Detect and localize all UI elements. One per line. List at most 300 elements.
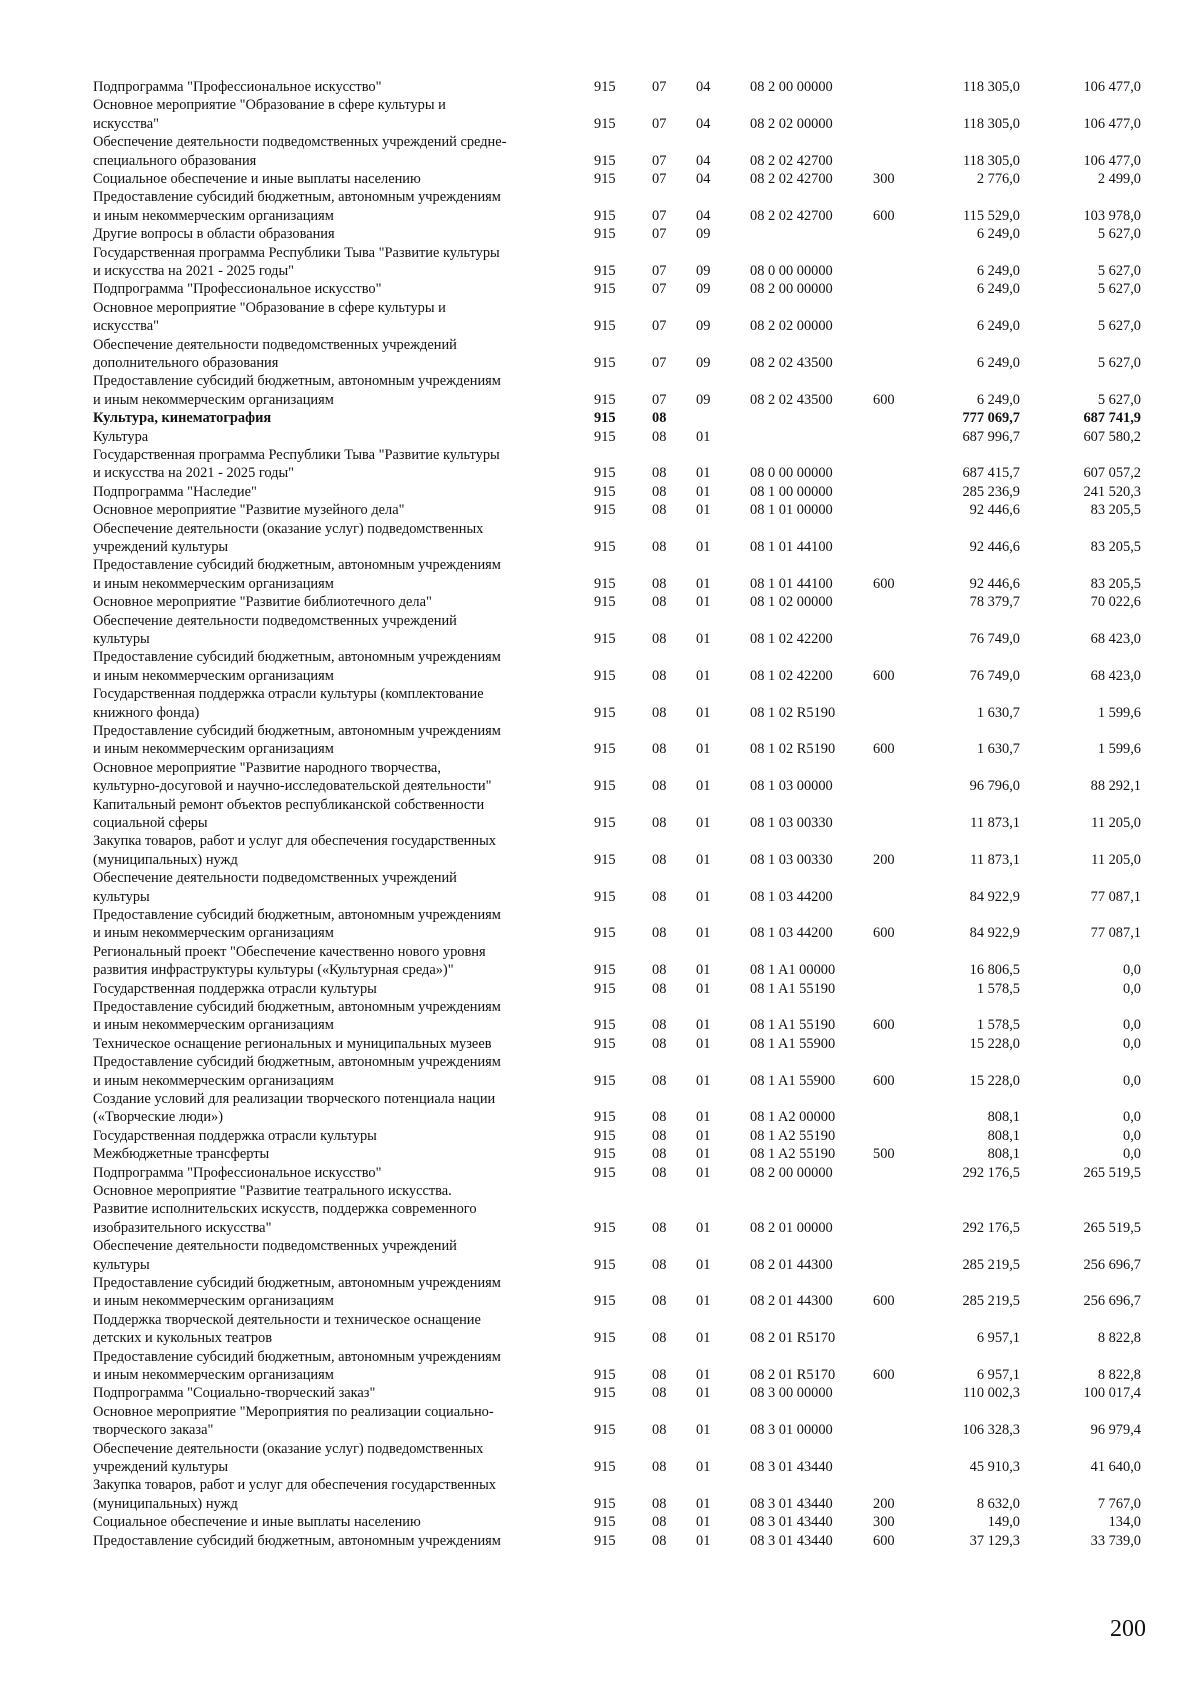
amount-2022: 6 249,0: [976, 281, 1020, 298]
row-name: Предоставление субсидий бюджетным, автономным учреждениям: [93, 649, 501, 666]
table-row: [0, 1274, 1200, 1311]
amount-2023: 106 477,0: [1083, 79, 1141, 95]
section-code: 08: [652, 851, 667, 868]
amount-2023: 88 292,1: [1090, 778, 1141, 795]
section-code: 08: [652, 1127, 667, 1144]
section-code: 08: [652, 1366, 667, 1383]
row-name: Социальное обеспечение и иные выплаты населению: [93, 1514, 421, 1531]
amount-2023: 11 205,0: [1091, 814, 1141, 831]
target-article-code: 08 3 01 43440: [750, 1495, 833, 1512]
table-row: [0, 483, 1200, 501]
amount-2022: 76 749,0: [969, 667, 1020, 684]
row-name: Поддержка творческой деятельности и техническое оснащение: [93, 1311, 481, 1328]
row-name: Обеспечение деятельности подведомственных учреждений: [93, 336, 457, 353]
amount-2023: 5 627,0: [1097, 226, 1141, 243]
row-name: Предоставление субсидий бюджетным, автономным учреждениям: [93, 723, 501, 739]
group-code: 915: [594, 465, 616, 482]
amount-2023: 11 205,0: [1091, 851, 1141, 868]
row-name: Подпрограмма "Социально-творческий заказ": [93, 1385, 376, 1402]
expense-type-code: 600: [873, 1293, 895, 1310]
group-code: 915: [594, 391, 616, 408]
amount-2022: 1 578,5: [976, 980, 1020, 997]
subsection-code: 01: [696, 778, 711, 795]
subsection-code: 01: [696, 630, 711, 647]
row-name: Основное мероприятие "Образование в сфере культуры и: [93, 299, 446, 316]
amount-2023: 0,0: [1123, 1127, 1141, 1144]
subsection-code: 01: [696, 465, 711, 482]
amount-2023: 68 423,0: [1090, 630, 1141, 647]
group-code: 915: [594, 1385, 616, 1402]
group-code: 915: [594, 962, 616, 979]
expense-type-code: 600: [873, 1017, 895, 1034]
row-name: искусства": [93, 115, 160, 132]
amount-2022: 8 632,0: [976, 1495, 1020, 1512]
amount-2022: 92 446,6: [969, 575, 1020, 592]
amount-2022: 118 305,0: [962, 79, 1020, 95]
table-row: [0, 648, 1200, 685]
target-article-code: 08 1 02 R5190: [750, 704, 836, 721]
amount-2022: 2 776,0: [976, 171, 1020, 187]
section-code: 08: [652, 630, 667, 647]
group-code: 915: [594, 1127, 616, 1144]
amount-2022: 6 957,1: [976, 1366, 1020, 1383]
subsection-code: 01: [696, 962, 711, 979]
table-row: [0, 96, 1200, 133]
section-code: 08: [652, 704, 667, 721]
subsection-code: 04: [696, 115, 711, 132]
row-name: Предоставление субсидий бюджетным, автономным учреждениям: [93, 189, 501, 206]
target-article-code: 08 2 01 R5170: [750, 1366, 836, 1383]
amount-2023: 256 696,7: [1083, 1293, 1141, 1310]
amount-2023: 96 979,4: [1090, 1422, 1141, 1439]
group-code: 915: [594, 1017, 616, 1034]
target-article-code: 08 2 00 00000: [750, 79, 833, 95]
expense-type-code: 600: [873, 925, 895, 942]
target-article-code: 08 1 03 44200: [750, 888, 833, 905]
group-code: 915: [594, 483, 616, 500]
group-code: 915: [594, 630, 616, 647]
subsection-code: 01: [696, 1293, 711, 1310]
row-name: (муниципальных) нужд: [93, 851, 238, 868]
row-name: и искусства на 2021 - 2025 годы": [93, 262, 295, 279]
subsection-code: 01: [696, 1330, 711, 1347]
table-row: [0, 1513, 1200, 1531]
subsection-code: 09: [696, 281, 711, 298]
target-article-code: 08 1 03 44200: [750, 925, 833, 942]
subsection-code: 01: [696, 1072, 711, 1089]
amount-2022: 96 796,0: [969, 778, 1020, 795]
subsection-code: 09: [696, 318, 711, 335]
subsection-code: 01: [696, 741, 711, 758]
target-article-code: 08 2 00 00000: [750, 281, 833, 298]
section-code: 08: [652, 1146, 667, 1163]
row-name: Предоставление субсидий бюджетным, автономным учреждениям: [93, 1275, 501, 1291]
target-article-code: 08 1 00 00000: [750, 483, 833, 500]
subsection-code: 04: [696, 171, 711, 187]
amount-2023: 265 519,5: [1083, 1219, 1141, 1236]
target-article-code: 08 2 00 00000: [750, 1164, 833, 1181]
amount-2022: 6 249,0: [976, 318, 1020, 335]
row-name: Закупка товаров, работ и услуг для обеспечения государственных: [93, 833, 496, 850]
table-row: [0, 446, 1200, 483]
section-code: 08: [652, 778, 667, 795]
row-name: Обеспечение деятельности (оказание услуг) подведомственных: [93, 1440, 484, 1457]
subsection-code: 09: [696, 354, 711, 371]
section-code: 08: [652, 575, 667, 592]
subsection-code: 04: [696, 152, 711, 169]
group-code: 915: [594, 115, 616, 132]
group-code: 915: [594, 1422, 616, 1439]
table-row: [0, 685, 1200, 722]
section-code: 08: [652, 1385, 667, 1402]
group-code: 915: [594, 262, 616, 279]
amount-2022: 6 249,0: [976, 262, 1020, 279]
row-name: Основное мероприятие "Развитие театрального искусства.: [93, 1183, 452, 1199]
subsection-code: 01: [696, 483, 711, 500]
section-code: 08: [652, 888, 667, 905]
target-article-code: 08 1 03 00330: [750, 814, 833, 831]
section-code: 08: [652, 741, 667, 758]
row-name: Развитие исполнительских искусств, поддержка современного: [93, 1201, 477, 1218]
target-article-code: 08 1 A1 00000: [750, 962, 836, 979]
table-row: [0, 869, 1200, 906]
row-name: и иным некоммерческим организациям: [93, 741, 334, 758]
section-code: 08: [652, 1109, 667, 1126]
group-code: 915: [594, 538, 616, 555]
amount-2023: 83 205,5: [1090, 502, 1141, 519]
row-name: и иным некоммерческим организациям: [93, 1072, 334, 1089]
expense-type-code: 200: [873, 1495, 895, 1512]
amount-2023: 7 767,0: [1097, 1495, 1141, 1512]
subsection-code: 01: [696, 980, 711, 997]
row-name: учреждений культуры: [93, 538, 229, 555]
target-article-code: 08 3 00 00000: [750, 1385, 833, 1402]
amount-2022: 808,1: [987, 1146, 1020, 1163]
amount-2022: 92 446,6: [969, 538, 1020, 555]
row-name: Региональный проект "Обеспечение качественно нового уровня: [93, 943, 486, 960]
row-name: социальной сферы: [93, 814, 208, 831]
row-name: Подпрограмма "Профессиональное искусство": [93, 79, 382, 95]
row-name: Другие вопросы в области образования: [93, 226, 335, 243]
group-code: 915: [594, 79, 616, 95]
expense-type-code: 500: [873, 1146, 895, 1163]
target-article-code: 08 2 01 44300: [750, 1256, 833, 1273]
group-code: 915: [594, 575, 616, 592]
target-article-code: 08 2 01 44300: [750, 1293, 833, 1310]
group-code: 915: [594, 281, 616, 298]
row-name: специального образования: [93, 152, 257, 169]
table-row: [0, 78, 1200, 96]
amount-2022: 11 873,1: [970, 851, 1020, 868]
row-name: и иным некоммерческим организациям: [93, 575, 334, 592]
subsection-code: 01: [696, 814, 711, 831]
amount-2022: 106 328,3: [962, 1422, 1020, 1439]
target-article-code: 08 3 01 00000: [750, 1422, 833, 1439]
row-name: Предоставление субсидий бюджетным, автономным учреждениям: [93, 557, 501, 574]
table-row: [0, 1035, 1200, 1053]
row-name: («Творческие люди»): [93, 1109, 224, 1126]
section-code: 08: [652, 410, 667, 427]
row-name: Предоставление субсидий бюджетным, автономным учреждениям: [93, 999, 501, 1015]
group-code: 915: [594, 354, 616, 371]
row-name: и иным некоммерческим организациям: [93, 207, 334, 224]
table-row: [0, 501, 1200, 519]
target-article-code: 08 3 01 43440: [750, 1514, 833, 1531]
section-code: 08: [652, 667, 667, 684]
subsection-code: 01: [696, 851, 711, 868]
expense-type-code: 300: [873, 171, 895, 187]
table-row: [0, 372, 1200, 409]
amount-2023: 0,0: [1123, 1072, 1141, 1089]
row-name: и иным некоммерческим организациям: [93, 391, 334, 408]
row-name: Техническое оснащение региональных и муниципальных музеев: [93, 1035, 492, 1052]
amount-2023: 8 822,8: [1097, 1366, 1141, 1383]
expense-type-code: 300: [873, 1514, 895, 1531]
row-name: Основное мероприятие "Образование в сфере культуры и: [93, 97, 446, 114]
row-name: Государственная программа Республики Тыва "Развитие культуры: [93, 447, 500, 463]
subsection-code: 01: [696, 1422, 711, 1439]
section-code: 08: [652, 594, 667, 611]
row-name: изобразительного искусства": [93, 1219, 272, 1236]
amount-2023: 0,0: [1123, 962, 1141, 979]
section-code: 07: [652, 262, 667, 279]
amount-2022: 37 129,3: [969, 1532, 1020, 1549]
table-row: [0, 1164, 1200, 1182]
expense-type-code: 200: [873, 851, 895, 868]
row-name: Обеспечение деятельности подведомственных учреждений: [93, 870, 457, 887]
section-code: 07: [652, 79, 667, 95]
amount-2023: 5 627,0: [1097, 262, 1141, 279]
subsection-code: 01: [696, 575, 711, 592]
group-code: 915: [594, 851, 616, 868]
amount-2022: 1 630,7: [976, 741, 1020, 758]
row-name: культуры: [93, 888, 150, 905]
expense-type-code: 600: [873, 575, 895, 592]
row-name: Подпрограмма "Наследие": [93, 483, 257, 500]
subsection-code: 01: [696, 667, 711, 684]
row-name: и иным некоммерческим организациям: [93, 1293, 334, 1310]
row-name: культурно-досуговой и научно-исследовательской деятельности": [93, 778, 492, 795]
amount-2023: 5 627,0: [1097, 318, 1141, 335]
amount-2023: 83 205,5: [1090, 538, 1141, 555]
section-code: 08: [652, 465, 667, 482]
amount-2022: 285 219,5: [962, 1256, 1020, 1273]
target-article-code: 08 3 01 43440: [750, 1458, 833, 1475]
amount-2023: 103 978,0: [1083, 207, 1141, 224]
subsection-code: 01: [696, 1164, 711, 1181]
amount-2023: 77 087,1: [1090, 925, 1141, 942]
row-name: Предоставление субсидий бюджетным, автономным учреждениям: [93, 1532, 501, 1549]
group-code: 915: [594, 925, 616, 942]
group-code: 915: [594, 1366, 616, 1383]
target-article-code: 08 1 A1 55900: [750, 1072, 836, 1089]
subsection-code: 09: [696, 262, 711, 279]
group-code: 915: [594, 667, 616, 684]
subsection-code: 01: [696, 1256, 711, 1273]
row-name: Предоставление субсидий бюджетным, автономным учреждениям: [93, 1348, 501, 1365]
row-name: Основное мероприятие "Развитие музейного дела": [93, 502, 405, 519]
amount-2023: 77 087,1: [1090, 888, 1141, 905]
group-code: 915: [594, 171, 616, 187]
subsection-code: 09: [696, 391, 711, 408]
row-name: и иным некоммерческим организациям: [93, 667, 334, 684]
section-code: 08: [652, 1330, 667, 1347]
table-row: [0, 1237, 1200, 1274]
row-name: Предоставление субсидий бюджетным, автономным учреждениям: [93, 907, 501, 923]
row-name: Предоставление субсидий бюджетным, автономным учреждениям: [93, 373, 501, 390]
target-article-code: 08 1 01 44100: [750, 538, 833, 555]
table-row: [0, 428, 1200, 446]
row-name: Культура, кинематография: [93, 410, 272, 427]
subsection-code: 01: [696, 1127, 711, 1144]
group-code: 915: [594, 318, 616, 335]
subsection-code: 01: [696, 1109, 711, 1126]
table-row: [0, 1090, 1200, 1127]
amount-2023: 134,0: [1108, 1514, 1141, 1531]
table-row: [0, 1384, 1200, 1402]
row-name: и иным некоммерческим организациям: [93, 925, 334, 942]
amount-2022: 78 379,7: [969, 594, 1020, 611]
section-code: 08: [652, 1219, 667, 1236]
subsection-code: 01: [696, 428, 711, 445]
group-code: 915: [594, 207, 616, 224]
group-code: 915: [594, 594, 616, 611]
row-name: Государственная поддержка отрасли культуры: [93, 1127, 377, 1144]
subsection-code: 01: [696, 1532, 711, 1549]
subsection-code: 01: [696, 1219, 711, 1236]
group-code: 915: [594, 1035, 616, 1052]
amount-2023: 100 017,4: [1083, 1385, 1141, 1402]
amount-2023: 106 477,0: [1083, 115, 1141, 132]
subsection-code: 01: [696, 888, 711, 905]
target-article-code: 08 1 A1 55190: [750, 980, 836, 997]
section-code: 08: [652, 428, 667, 445]
table-row: [0, 1145, 1200, 1163]
row-name: детских и кукольных театров: [93, 1330, 273, 1347]
subsection-code: 01: [696, 925, 711, 942]
section-code: 08: [652, 1035, 667, 1052]
section-code: 08: [652, 483, 667, 500]
section-code: 07: [652, 281, 667, 298]
table-row: [0, 998, 1200, 1035]
table-row: [0, 759, 1200, 796]
row-name: учреждений культуры: [93, 1458, 229, 1475]
subsection-code: 01: [696, 1017, 711, 1034]
row-name: Капитальный ремонт объектов республиканской собственности: [93, 796, 485, 813]
amount-2022: 6 249,0: [976, 226, 1020, 243]
section-code: 08: [652, 1293, 667, 1310]
row-name: Обеспечение деятельности подведомственных учреждений средне-: [93, 134, 507, 151]
row-name: Основное мероприятие "Мероприятия по реализации социально-: [93, 1403, 494, 1420]
group-code: 915: [594, 1164, 616, 1181]
subsection-code: 01: [696, 502, 711, 519]
expense-type-code: 600: [873, 391, 895, 408]
section-code: 07: [652, 171, 667, 187]
table-row: [0, 188, 1200, 225]
row-name: Основное мероприятие "Развитие библиотечного дела": [93, 594, 432, 611]
amount-2022: 285 236,9: [962, 483, 1020, 500]
amount-2023: 1 599,6: [1097, 704, 1141, 721]
group-code: 915: [594, 428, 616, 445]
group-code: 915: [594, 1532, 616, 1549]
row-name: и иным некоммерческим организациям: [93, 1366, 334, 1383]
table-row: [0, 832, 1200, 869]
subsection-code: 01: [696, 594, 711, 611]
table-row: [0, 1311, 1200, 1348]
amount-2022: 84 922,9: [969, 888, 1020, 905]
target-article-code: 08 2 02 43500: [750, 391, 833, 408]
row-name: книжного фонда): [93, 704, 200, 721]
section-code: 08: [652, 1495, 667, 1512]
target-article-code: 08 1 01 44100: [750, 575, 833, 592]
target-article-code: 08 2 02 00000: [750, 318, 833, 335]
target-article-code: 08 2 02 42700: [750, 207, 833, 224]
table-row: [0, 1403, 1200, 1440]
amount-2022: 45 910,3: [969, 1458, 1020, 1475]
row-name: Обеспечение деятельности подведомственных учреждений: [93, 1238, 457, 1255]
row-name: развития инфраструктуры культуры («Культурная среда»)": [93, 962, 454, 979]
amount-2022: 292 176,5: [962, 1219, 1020, 1236]
table-row: [0, 556, 1200, 593]
row-name: культуры: [93, 630, 150, 647]
table-row: [0, 722, 1200, 759]
row-name: Подпрограмма "Профессиональное искусство": [93, 1164, 382, 1181]
expense-type-code: 600: [873, 667, 895, 684]
amount-2022: 149,0: [987, 1514, 1020, 1531]
table-row: [0, 943, 1200, 980]
table-row: [0, 133, 1200, 170]
section-code: 08: [652, 980, 667, 997]
section-code: 07: [652, 115, 667, 132]
table-row: [0, 409, 1200, 427]
amount-2023: 5 627,0: [1097, 391, 1141, 408]
amount-2022: 6 249,0: [976, 391, 1020, 408]
subsection-code: 01: [696, 1385, 711, 1402]
amount-2022: 16 806,5: [969, 962, 1020, 979]
amount-2023: 256 696,7: [1083, 1256, 1141, 1273]
amount-2023: 8 822,8: [1097, 1330, 1141, 1347]
target-article-code: 08 2 02 42700: [750, 171, 833, 187]
amount-2022: 118 305,0: [962, 115, 1020, 132]
table-row: [0, 1440, 1200, 1477]
amount-2023: 41 640,0: [1090, 1458, 1141, 1475]
row-name: и иным некоммерческим организациям: [93, 1017, 334, 1034]
row-name: Культура: [93, 428, 149, 445]
amount-2022: 92 446,6: [969, 502, 1020, 519]
target-article-code: 08 1 02 R5190: [750, 741, 836, 758]
table-row: [0, 170, 1200, 188]
group-code: 915: [594, 888, 616, 905]
row-name: дополнительного образования: [93, 354, 279, 371]
expense-type-code: 600: [873, 1532, 895, 1549]
target-article-code: 08 1 A2 55190: [750, 1146, 836, 1163]
amount-2022: 76 749,0: [969, 630, 1020, 647]
group-code: 915: [594, 814, 616, 831]
target-article-code: 08 2 02 42700: [750, 152, 833, 169]
row-name: культуры: [93, 1256, 150, 1273]
group-code: 915: [594, 1458, 616, 1475]
group-code: 915: [594, 1256, 616, 1273]
amount-2022: 6 957,1: [976, 1330, 1020, 1347]
group-code: 915: [594, 1514, 616, 1531]
amount-2023: 687 741,9: [1083, 410, 1141, 427]
expense-type-code: 600: [873, 1366, 895, 1383]
group-code: 915: [594, 1219, 616, 1236]
target-article-code: 08 1 02 42200: [750, 667, 833, 684]
subsection-code: 01: [696, 1035, 711, 1052]
row-name: творческого заказа": [93, 1422, 214, 1439]
subsection-code: 04: [696, 79, 711, 95]
